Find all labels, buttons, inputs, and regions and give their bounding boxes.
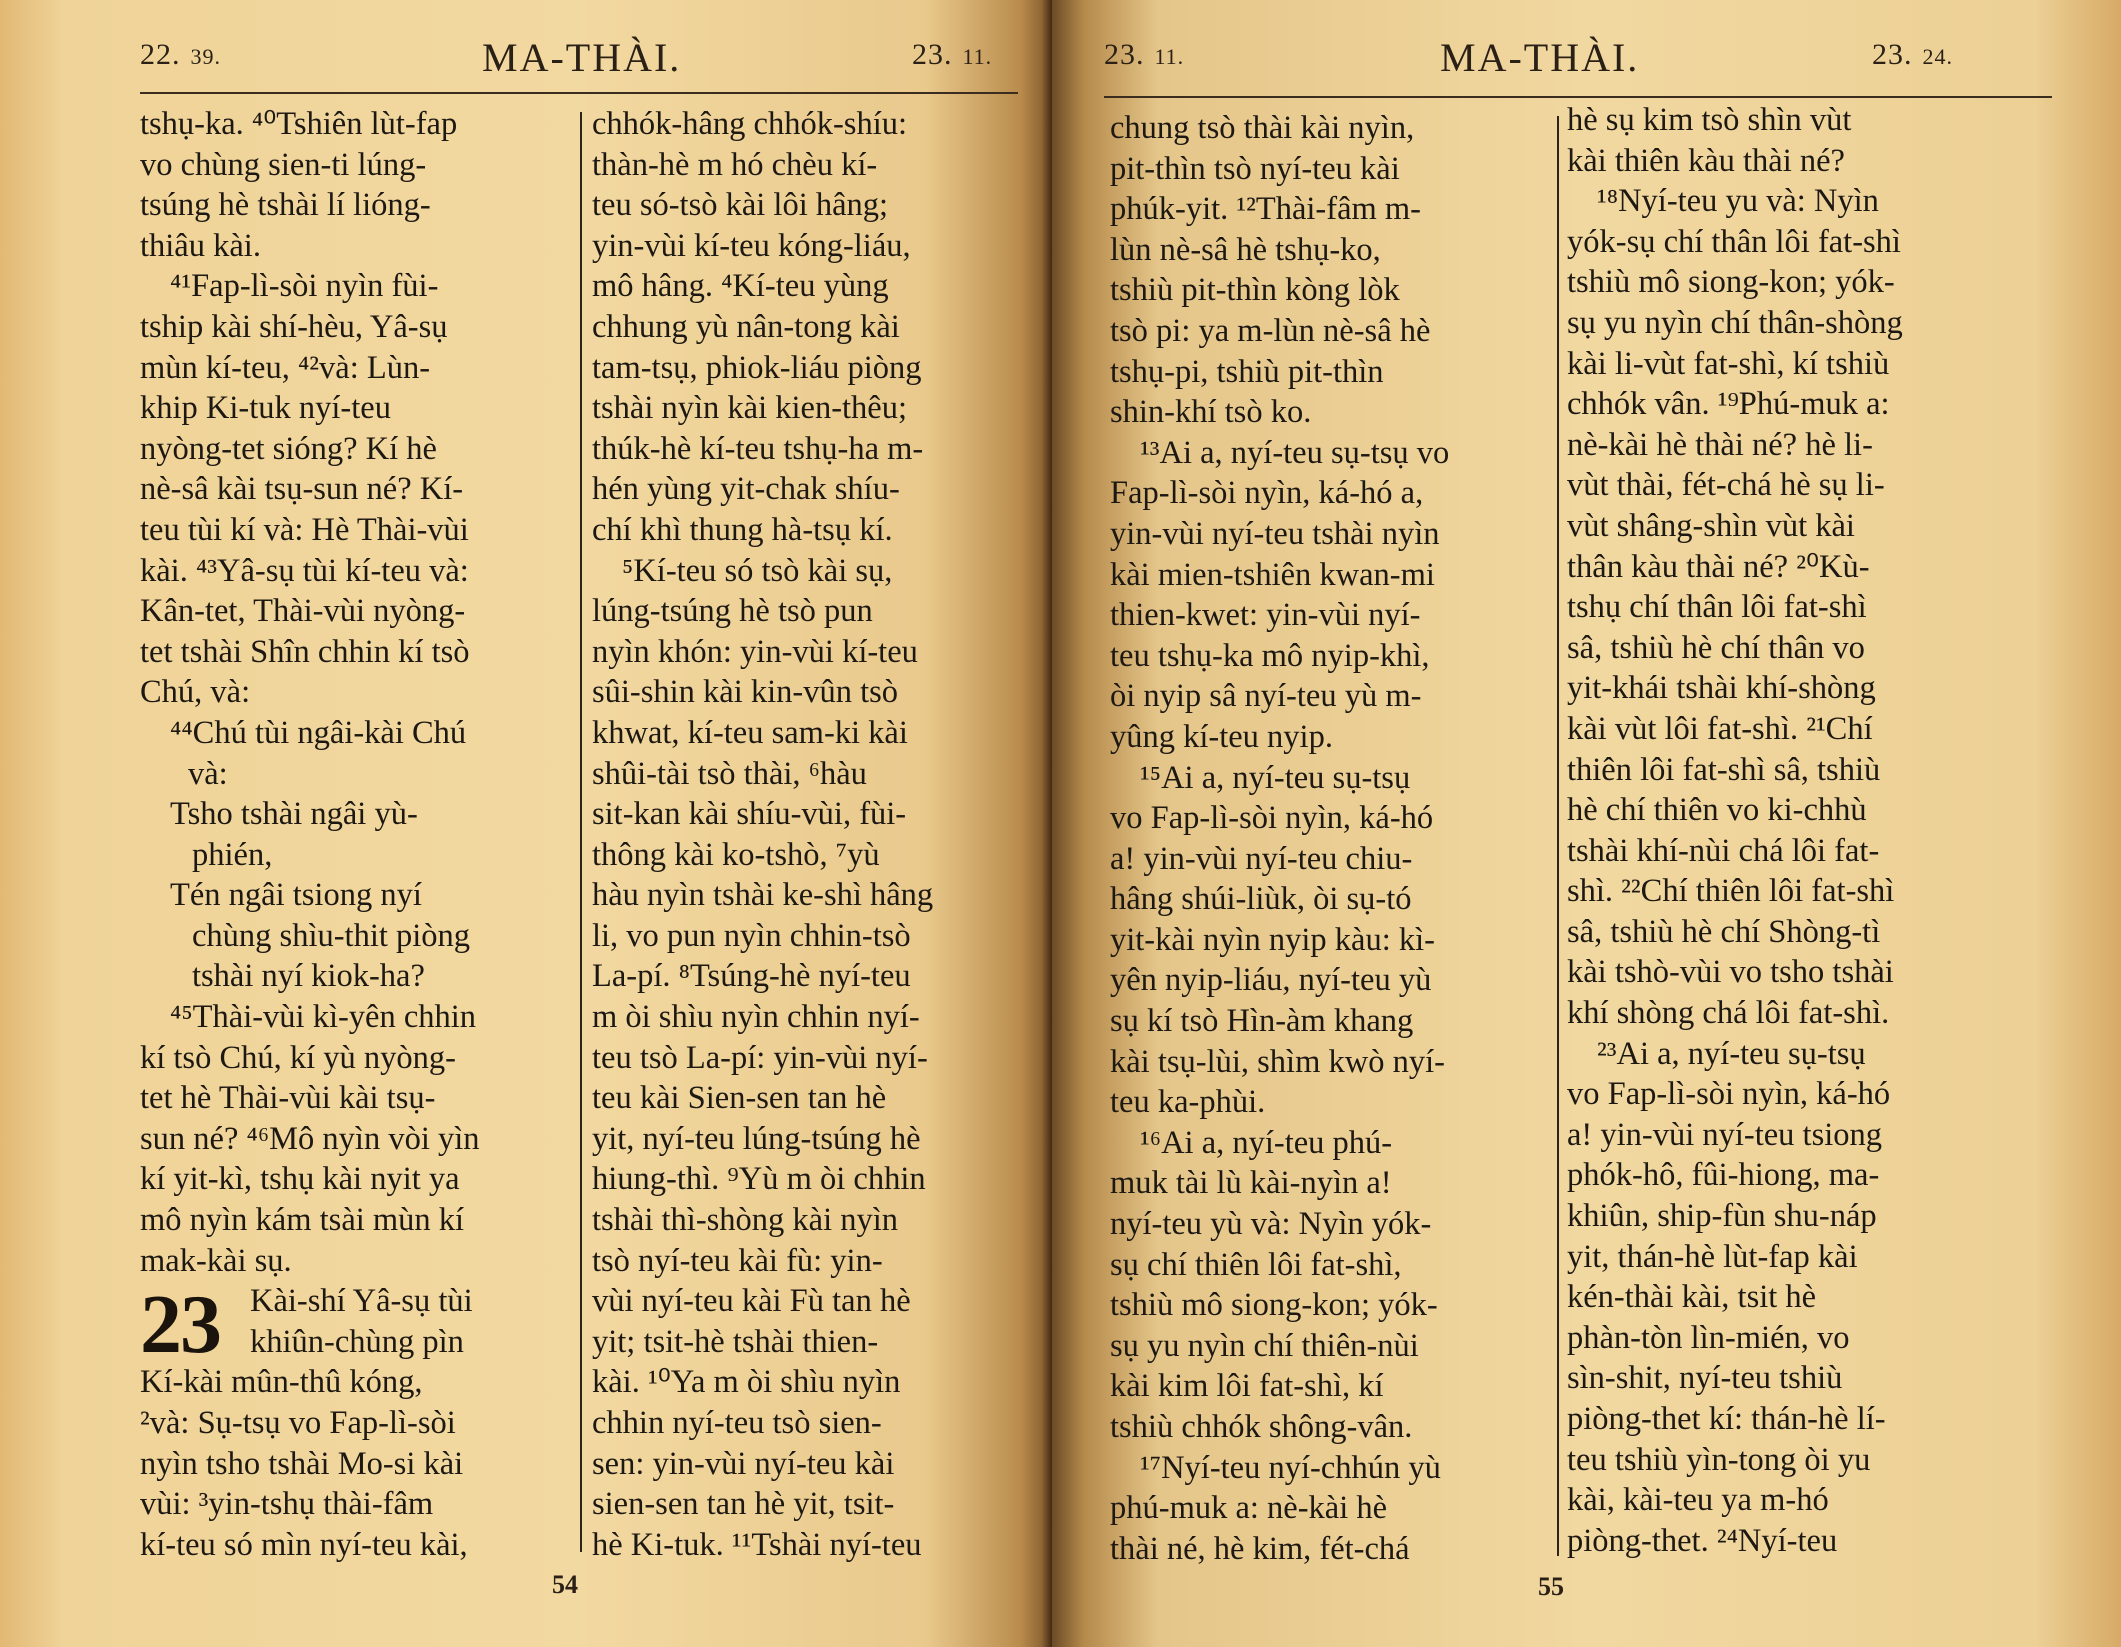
text-line: teu ka-phùi. xyxy=(1110,1084,1266,1121)
text-line: teu tshụ-ka mô nyip-khì, xyxy=(1110,637,1430,674)
text-line: ¹³Ai a, nyí-teu sụ-tsụ vo xyxy=(1140,434,1450,471)
text-line: khiûn-chùng pìn xyxy=(250,1323,464,1360)
text-line: hè Ki-tuk. ¹¹Tshài nyí-teu xyxy=(592,1526,922,1563)
text-line: phúk-yit. ¹²Thài-fâm m- xyxy=(1110,191,1422,228)
text-line: ¹⁶Ai a, nyí-teu phú- xyxy=(1140,1124,1393,1161)
text-line: li, vo pun nyìn chhin-tsò xyxy=(592,917,911,954)
right-page xyxy=(1052,0,2121,1647)
text-line: tshài khí-nùi chá lôi fat- xyxy=(1567,832,1880,869)
text-line: ¹⁸Nyí-teu yu và: Nyìn xyxy=(1597,183,1879,220)
right-page-header xyxy=(1052,30,2112,80)
page-number: 55 xyxy=(1538,1572,1564,1601)
right-column-2 xyxy=(1567,100,2047,1561)
text-line: sụ yu nyìn chí thân-shòng xyxy=(1567,304,1903,341)
text-line: khiûn, ship-fùn shu-náp xyxy=(1567,1198,1877,1235)
text-line: yit-khái tshài khí-shòng xyxy=(1567,670,1876,707)
text-line: òi nyip sâ nyí-teu yù m- xyxy=(1110,678,1422,715)
header-ref-left: 23. 11. xyxy=(1104,38,1185,71)
text-line: sụ kí tsò Hìn-àm khang xyxy=(1110,1003,1414,1040)
text-line: chí khì thung hà-tsụ kí. xyxy=(592,511,893,548)
text-line: sụ yu nyìn chí thiên-nùi xyxy=(1110,1327,1419,1364)
text-line: mô hâng. ⁴Kí-teu yùng xyxy=(592,268,889,305)
text-line: thân kàu thài né? ²⁰Kù- xyxy=(1567,548,1870,585)
text-line: chhók vân. ¹⁹Phú-muk a: xyxy=(1567,386,1890,423)
text-line: ²và: Sụ-tsụ vo Fap-lì-sòi xyxy=(140,1405,456,1441)
text-line: kài thiên kàu thài né? xyxy=(1567,142,1845,179)
text-line: sien-sen tan hè yit, tsit- xyxy=(592,1486,895,1523)
text-line: sit-kan kài shíu-vùi, fùi- xyxy=(592,796,907,833)
text-line: kí yit-kì, tshụ kài nyit ya xyxy=(140,1161,460,1198)
text-line: kài mien-tshiên kwan-mi xyxy=(1110,556,1435,593)
text-line: kí-teu só mìn nyí-teu kài, xyxy=(140,1526,468,1563)
text-line: nè-sâ kài tsụ-sun né? Kí- xyxy=(140,471,464,508)
text-line: sìn-shit, nyí-teu tshiù xyxy=(1567,1360,1843,1397)
text-line: shì. ²²Chí thiên lôi fat-shì xyxy=(1567,873,1895,910)
text-line: nyìn khón: yin-vùi kí-teu xyxy=(592,633,918,670)
text-line: kài, kài-teu ya m-hó xyxy=(1567,1482,1829,1519)
text-line: La-pí. ⁸Tsúng-hè nyí-teu xyxy=(592,958,911,995)
right-column-1 xyxy=(1110,108,1590,1569)
text-line: vo chùng sien-ti lúng- xyxy=(140,146,427,183)
text-line: lùn nè-sâ hè tshụ-ko, xyxy=(1110,231,1381,268)
text-line: tshiù mô siong-kon; yók- xyxy=(1110,1287,1438,1324)
text-line: ⁴⁵Thài-vùi kì-yên chhin xyxy=(170,999,477,1036)
text-line: tsò pi: ya m-lùn nè-sâ hè xyxy=(1110,312,1431,349)
text-line: thiâu kài. xyxy=(140,227,261,264)
text-line: kài li-vùt fat-shì, kí tshiù xyxy=(1567,345,1890,382)
text-line: sụ chí thiên lôi fat-shì, xyxy=(1110,1246,1402,1283)
text-line: lúng-tsúng hè tsò pun xyxy=(592,593,873,630)
column-divider xyxy=(1557,116,1559,1556)
text-line: a! yin-vùi nyí-teu tsiong xyxy=(1567,1116,1883,1153)
text-line: kài. ⁴³Yâ-sụ tùi kí-teu và: xyxy=(140,552,469,589)
text-line: teu tùi kí và: Hè Thài-vùi xyxy=(140,511,469,548)
text-line: kài. ¹⁰Ya m òi shìu nyìn xyxy=(592,1364,901,1401)
text-line: Tsho tshài ngâi yù- xyxy=(170,796,418,833)
chapter-23-block xyxy=(140,1278,570,1565)
text-line: mùn kí-teu, ⁴²và: Lùn- xyxy=(140,349,431,386)
header-title: MA-THÀI. xyxy=(482,35,682,80)
text-line: yit; tsit-hè tshài thien- xyxy=(592,1323,879,1360)
text-line: yin-vùi kí-teu kóng-liáu, xyxy=(592,227,911,264)
text-line: pit-thìn tsò nyí-teu kài xyxy=(1110,150,1400,187)
text-line: chhung yù nân-tong kài xyxy=(592,308,900,345)
text-line: ¹⁷Nyí-teu nyí-chhún yù xyxy=(1140,1449,1441,1486)
text-line: tshiù pit-thìn kòng lòk xyxy=(1110,272,1400,309)
column-divider xyxy=(580,112,582,1552)
text-line: tshiù mô siong-kon; yók- xyxy=(1567,264,1895,301)
text-line: vùi: ³yin-tshụ thài-fâm xyxy=(140,1486,434,1523)
text-line: piòng-thet. ²⁴Nyí-teu xyxy=(1567,1522,1838,1559)
text-line: thàn-hè m hó chèu kí- xyxy=(592,146,878,183)
text-line: vùt shâng-shìn vùt kài xyxy=(1567,507,1855,544)
text-line: yên nyip-liáu, nyí-teu yù xyxy=(1110,962,1432,999)
text-line: hén yùng yit-chak shíu- xyxy=(592,471,900,508)
text-line: kài tshò-vùi vo tsho tshài xyxy=(1567,954,1894,991)
text-line: thiên lôi fat-shì sâ, tshiù xyxy=(1567,751,1881,788)
text-line: tshụ chí thân lôi fat-shì xyxy=(1567,589,1867,626)
text-line: teu tsò La-pí: yin-vùi nyí- xyxy=(592,1039,928,1076)
text-line: hè sụ kim tsò shìn vùt xyxy=(1567,102,1852,138)
text-line: Kí-kài mûn-thû kóng, xyxy=(140,1364,423,1401)
left-page-header xyxy=(0,30,1040,80)
text-line: kài vùt lôi fat-shì. ²¹Chí xyxy=(1567,710,1873,747)
left-column-2 xyxy=(592,104,1022,1565)
text-line: vo Fap-lì-sòi nyìn, ká-hó xyxy=(1110,800,1434,837)
text-line: thúk-hè kí-teu tshụ-ha m- xyxy=(592,430,924,467)
text-line: shûi-tài tsò thài, ⁶hàu xyxy=(592,755,867,792)
text-line: kén-thài kài, tsit hè xyxy=(1567,1279,1817,1316)
text-line: kí tsò Chú, kí yù nyòng- xyxy=(140,1039,456,1076)
text-line: yit, nyí-teu lúng-tsúng hè xyxy=(592,1120,921,1157)
text-line: yit, thán-hè lùt-fap kài xyxy=(1567,1238,1858,1275)
text-line: tshiù chhók shông-vân. xyxy=(1110,1409,1413,1445)
header-rule xyxy=(1104,96,2052,98)
text-line: chhók-hâng chhók-shíu: xyxy=(592,106,908,142)
text-line: Fap-lì-sòi nyìn, ká-hó a, xyxy=(1110,475,1424,512)
text-line: yók-sụ chí thân lôi fat-shì xyxy=(1567,223,1901,260)
text-line: và: xyxy=(188,755,228,792)
text-line: shin-khí tsò ko. xyxy=(1110,394,1312,431)
text-line: tshụ-ka. ⁴⁰Tshiên lùt-fap xyxy=(140,106,458,142)
text-line: khwat, kí-teu sam-ki kài xyxy=(592,714,908,751)
text-line: tsúng hè tshài lí lióng- xyxy=(140,187,431,224)
text-line: mak-kài sụ. xyxy=(140,1242,292,1279)
text-line: hàu nyìn tshài ke-shì hâng xyxy=(592,877,934,914)
text-line: muk tài lù kài-nyìn a! xyxy=(1110,1165,1392,1202)
left-column-1 xyxy=(140,104,570,1565)
header-ref-right: 23. 24. xyxy=(1872,38,1953,71)
text-line: chhin nyí-teu tsò sien- xyxy=(592,1405,882,1441)
text-line: hiung-thì. ⁹Yù m òi chhin xyxy=(592,1161,926,1198)
text-line: kài kim lôi fat-shì, kí xyxy=(1110,1368,1384,1405)
text-line: tshài nyìn kài kien-thêu; xyxy=(592,390,908,427)
text-line: nyìn tsho tshài Mo-si kài xyxy=(140,1445,464,1482)
text-line: Chú, và: xyxy=(140,674,251,711)
text-line: sûi-shin kài kin-vûn tsò xyxy=(592,674,899,711)
text-line: nyí-teu yù và: Nyìn yók- xyxy=(1110,1206,1432,1243)
text-line: ⁴¹Fap-lì-sòi nyìn fùi- xyxy=(170,268,439,305)
text-line: tshài nyí kiok-ha? xyxy=(192,958,425,995)
text-line: yûng kí-teu nyip. xyxy=(1110,718,1333,755)
chapter-number: 23 xyxy=(140,1278,220,1372)
text-line: hâng shúi-liùk, òi sụ-tó xyxy=(1110,881,1412,918)
text-line: yin-vùi nyí-teu tshài nyìn xyxy=(1110,515,1440,552)
text-line: phú-muk a: nè-kài hè xyxy=(1110,1490,1388,1527)
text-line: chùng shìu-thit piòng xyxy=(192,917,471,954)
text-line: teu tshiù yìn-tong òi yu xyxy=(1567,1441,1871,1478)
text-line: thông kài ko-tshò, ⁷yù xyxy=(592,836,880,873)
text-line: tshụ-pi, tshiù pit-thìn xyxy=(1110,353,1384,390)
text-line: tshài thì-shòng kài nyìn xyxy=(592,1202,899,1239)
text-line: tship kài shí-hèu, Yâ-sụ xyxy=(140,308,448,345)
header-ref-right: 23. 11. xyxy=(912,38,993,71)
text-line: vùt thài, fét-chá hè sụ li- xyxy=(1567,467,1885,504)
text-line: sâ, tshiù hè chí Shòng-tì xyxy=(1567,913,1881,950)
text-line: phién, xyxy=(192,836,273,873)
page-number: 54 xyxy=(552,1570,578,1599)
text-line: a! yin-vùi nyí-teu chiu- xyxy=(1110,840,1413,877)
text-line: tet tshài Shîn chhin kí tsò xyxy=(140,633,470,670)
text-line: piòng-thet kí: thán-hè lí- xyxy=(1567,1401,1886,1437)
text-line: yit-kài nyìn nyip kàu: kì- xyxy=(1110,921,1435,958)
text-line: nyòng-tet sióng? Kí hè xyxy=(140,430,437,467)
header-ref-left: 22. 39. xyxy=(140,38,221,71)
text-line: thài né, hè kim, fét-chá xyxy=(1110,1530,1410,1567)
text-line: thien-kwet: yin-vùi nyí- xyxy=(1110,597,1421,634)
text-line: khí shòng chá lôi fat-shì. xyxy=(1567,995,1890,1032)
text-line: nè-kài hè thài né? hè li- xyxy=(1567,426,1873,463)
text-line: Kài-shí Yâ-sụ tùi xyxy=(250,1283,473,1320)
text-line: chung tsò thài kài nyìn, xyxy=(1110,110,1415,146)
text-line: sen: yin-vùi nyí-teu kài xyxy=(592,1445,895,1482)
text-line: teu kài Sien-sen tan hè xyxy=(592,1080,887,1117)
text-line: hè chí thiên vo ki-chhù xyxy=(1567,792,1867,829)
text-line: sâ, tshiù hè chí thân vo xyxy=(1567,629,1865,666)
text-line: phàn-tòn lìn-mién, vo xyxy=(1567,1319,1850,1356)
header-rule xyxy=(140,92,1018,94)
text-line: vo Fap-lì-sòi nyìn, ká-hó xyxy=(1567,1076,1891,1113)
text-line: phók-hô, fûi-hiong, ma- xyxy=(1567,1157,1880,1194)
text-line: Tén ngâi tsiong nyí xyxy=(170,877,422,914)
text-line: m òi shìu nyìn chhin nyí- xyxy=(592,999,920,1036)
text-line: ¹⁵Ai a, nyí-teu sụ-tsụ xyxy=(1140,759,1411,796)
header-title: MA-THÀI. xyxy=(1440,35,1640,80)
text-line: kài tsụ-lùi, shìm kwò nyí- xyxy=(1110,1043,1445,1080)
text-line: sun né? ⁴⁶Mô nyìn vòi yìn xyxy=(140,1120,480,1157)
text-line: vùi nyí-teu kài Fù tan hè xyxy=(592,1283,911,1320)
text-line: teu só-tsò kài lôi hâng; xyxy=(592,187,889,224)
text-line: tsò nyí-teu kài fù: yin- xyxy=(592,1242,883,1279)
text-line: mô nyìn kám tsài mùn kí xyxy=(140,1202,465,1239)
text-line: ²³Ai a, nyí-teu sụ-tsụ xyxy=(1597,1035,1866,1072)
text-line: ⁴⁴Chú tùi ngâi-kài Chú xyxy=(170,714,467,751)
text-line: ⁵Kí-teu só tsò kài sụ, xyxy=(622,552,893,589)
text-line: Kân-tet, Thài-vùi nyòng- xyxy=(140,593,466,630)
text-line: tam-tsụ, phiok-liáu piòng xyxy=(592,349,922,386)
text-line: khip Ki-tuk nyí-teu xyxy=(140,390,391,427)
left-page xyxy=(0,0,1052,1647)
text-line: tet hè Thài-vùi kài tsụ- xyxy=(140,1080,436,1117)
